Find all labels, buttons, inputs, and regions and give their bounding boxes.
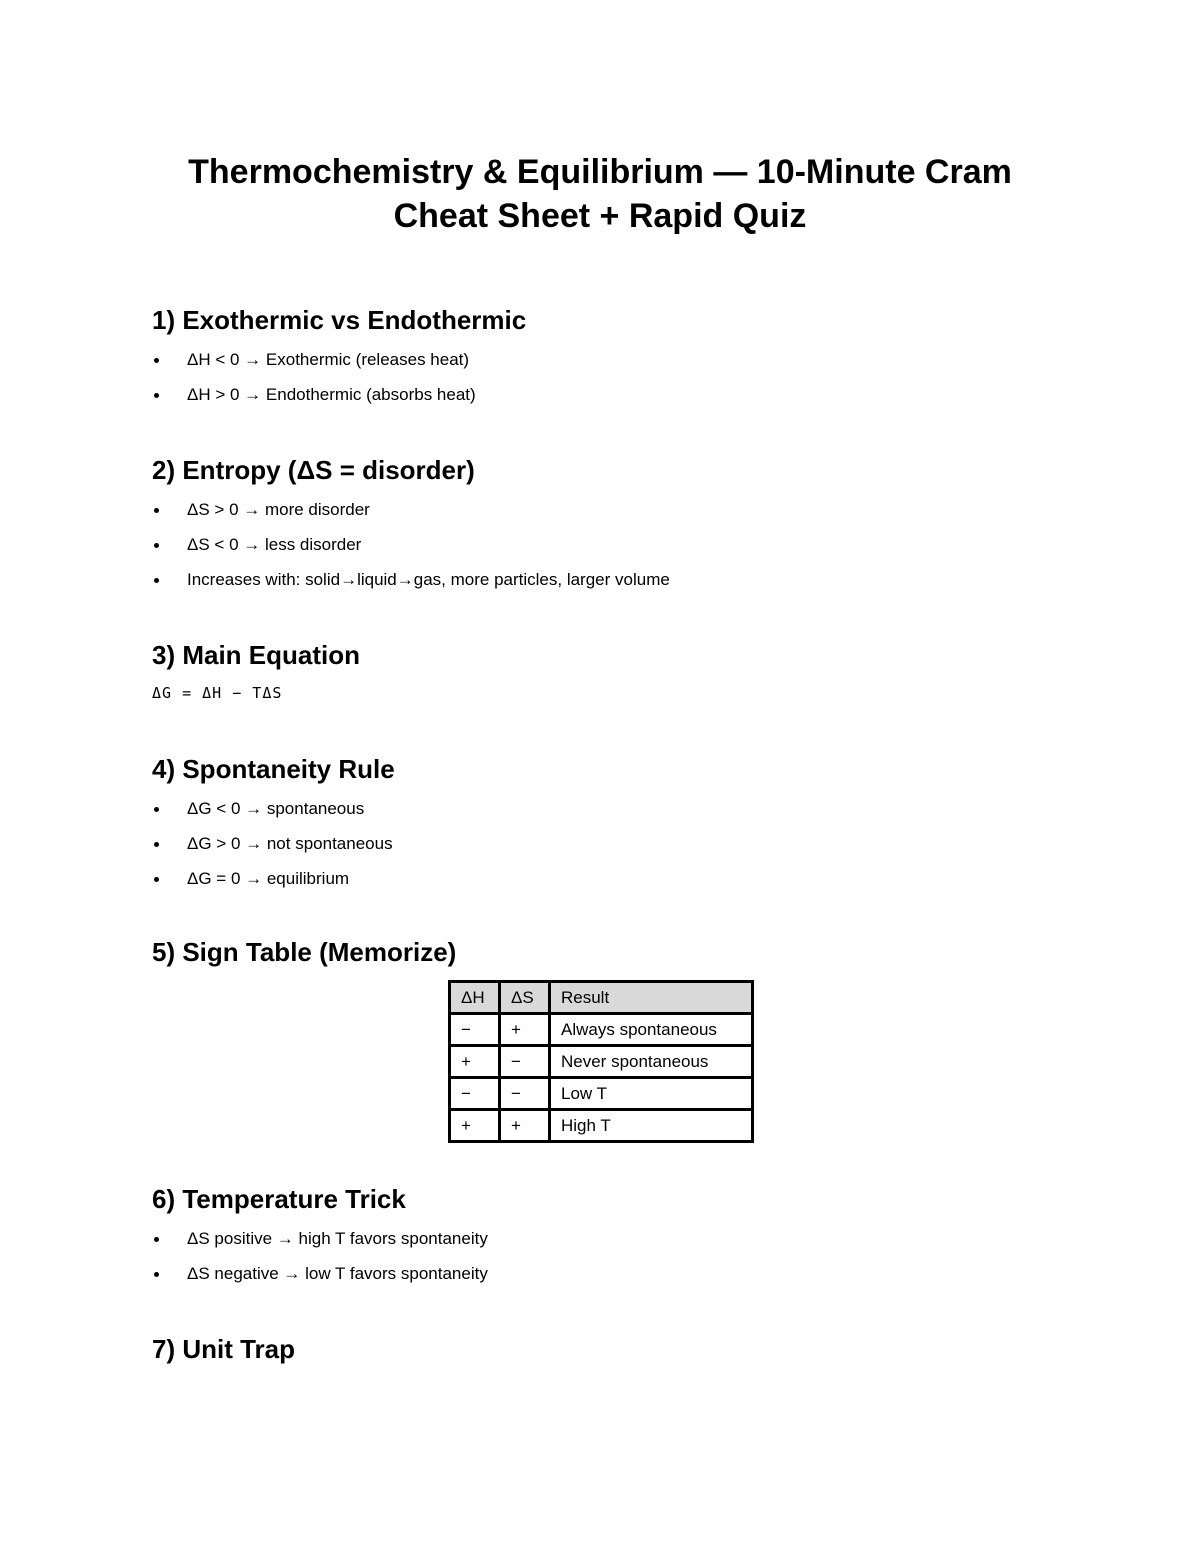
sign-table [448,980,754,1143]
title-line-1: Thermochemistry & Equilibrium — 10-Minute Cram [188,153,1012,191]
section-heading: 1) Exothermic vs Endothermic [152,305,527,335]
section-heading: 2) Entropy (ΔS = disorder) [152,455,475,485]
column-header: Result [550,982,753,1014]
table-cell: + [500,1014,550,1046]
table-cell: Always spontaneous [550,1014,753,1046]
bullet-list [152,791,1048,896]
section-temperature-trick [152,1183,1048,1291]
list-item: ΔG = 0 → equilibrium [152,861,1048,896]
bullet-list [152,342,1048,412]
list-item: ΔS negative → low T favors spontaneity [152,1256,1048,1291]
table-row [450,1078,753,1110]
table-cell: − [450,1078,500,1110]
list-item: ΔH < 0 → Exothermic (releases heat) [152,342,1048,377]
section-heading: 4) Spontaneity Rule [152,754,395,784]
section-heading: 7) Unit Trap [152,1334,296,1364]
section-exothermic-endothermic [152,304,1048,412]
list-item: ΔH > 0 → Endothermic (absorbs heat) [152,377,1048,412]
list-item: ΔS positive → high T favors spontaneity [152,1221,1048,1256]
title-line-2: Cheat Sheet + Rapid Quiz [393,197,807,235]
section-heading: 3) Main Equation [152,640,360,670]
table-cell: − [500,1078,550,1110]
document-page [152,150,1048,1365]
table-cell: + [450,1046,500,1078]
section-main-equation [152,639,1048,705]
page-title [152,150,1048,238]
table-cell: + [500,1110,550,1142]
bullet-list [152,492,1048,597]
table-cell: + [450,1110,500,1142]
section-heading: 6) Temperature Trick [152,1184,406,1214]
column-header: ΔH [450,982,500,1014]
table-cell: − [450,1014,500,1046]
list-item: ΔS < 0 → less disorder [152,527,1048,562]
list-item: Increases with: solid→liquid→gas, more particles, larger volume [152,562,1048,597]
table-header-row [450,982,753,1014]
section-heading: 5) Sign Table (Memorize) [152,937,457,967]
table-cell: Never spontaneous [550,1046,753,1078]
table-cell: − [500,1046,550,1078]
table-row [450,1014,753,1046]
gibbs-equation: ΔG = ΔH − TΔS [152,684,283,702]
table-row [450,1110,753,1142]
table-cell: Low T [550,1078,753,1110]
bullet-list [152,1221,1048,1291]
section-spontaneity-rule [152,753,1048,896]
table-cell: High T [550,1110,753,1142]
section-entropy [152,454,1048,597]
column-header: ΔS [500,982,550,1014]
section-unit-trap [152,1333,1048,1365]
table-row [450,1046,753,1078]
list-item: ΔG > 0 → not spontaneous [152,826,1048,861]
list-item: ΔS > 0 → more disorder [152,492,1048,527]
list-item: ΔG < 0 → spontaneous [152,791,1048,826]
section-sign-table [152,936,1048,1143]
